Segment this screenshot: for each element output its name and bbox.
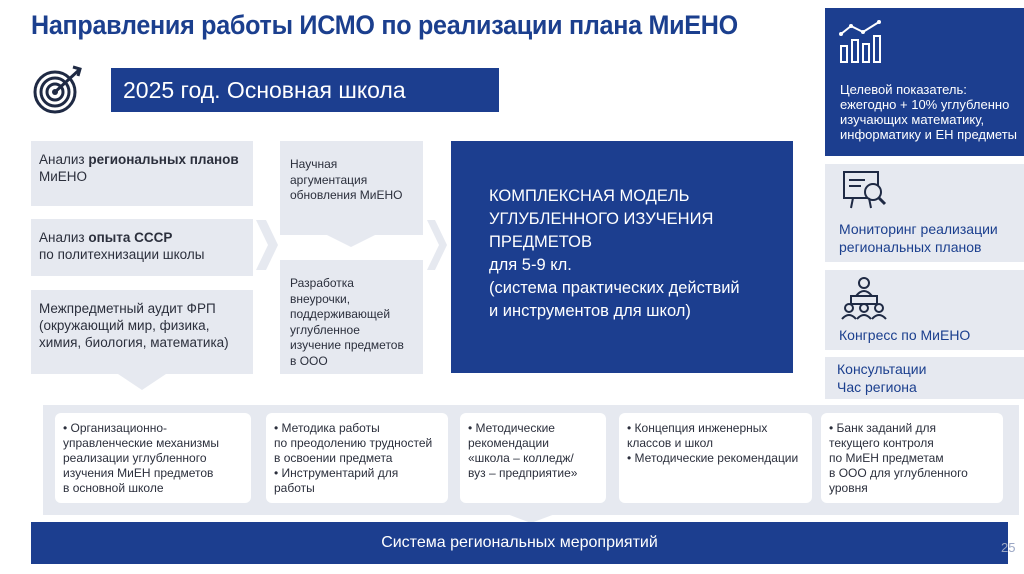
left-box-bold: региональных планов	[88, 152, 239, 167]
card-line: уровня	[829, 481, 868, 495]
target-indicator-panel	[825, 8, 1024, 156]
card-line: в ООО для углубленного	[829, 466, 968, 480]
chart-icon	[837, 18, 885, 71]
left-box-ussr-experience	[31, 219, 253, 276]
middle-box-text: Разработка внеурочки, поддерживающей углубленное изучение предметов в ООО	[290, 276, 404, 368]
center-line: КОМПЛЕКСНАЯ МОДЕЛЬ	[489, 187, 690, 205]
middle-box-extracurricular	[280, 260, 423, 374]
regional-events-bar: Система региональных мероприятий	[31, 522, 1008, 564]
left-box-text: Анализ	[39, 230, 89, 245]
card-line: управленческие механизмы	[63, 436, 220, 450]
card-line: • Методика работы	[274, 421, 380, 435]
consultations-text: Консультации	[837, 361, 927, 377]
left-box-text: Анализ	[39, 152, 89, 167]
center-line: и инструментов для школ)	[489, 302, 691, 320]
result-card	[619, 413, 812, 503]
card-line: по МиЕН предметам	[829, 451, 944, 465]
card-line: • Концепция инженерных	[627, 421, 768, 435]
card-line: • Банк заданий для	[829, 421, 937, 435]
result-card	[55, 413, 251, 503]
page-title: Направления работы ИСМО по реализации плана МиЕНО	[31, 10, 738, 40]
center-line: ПРЕДМЕТОВ	[489, 233, 592, 251]
chevron-right-icon	[256, 220, 278, 275]
card-line: в основной школе	[63, 481, 164, 495]
result-card	[460, 413, 606, 503]
card-line: изучения МиЕН предметов	[63, 466, 214, 480]
middle-box-scientific	[280, 141, 423, 235]
center-line: УГЛУБЛЕННОГО ИЗУЧЕНИЯ	[489, 210, 714, 228]
card-line: классов и школ	[627, 436, 714, 450]
card-line: • Организационно-	[63, 421, 168, 435]
card-line: • Методические рекомендации	[627, 451, 799, 465]
target-indicator-text: Целевой показатель: ежегодно + 10% углубленно изучающих математику, информатику и ЕН предметы	[840, 82, 1018, 142]
left-box-regional-plans	[31, 141, 253, 206]
result-card	[266, 413, 448, 503]
card-line: • Инструментарий для работы	[274, 466, 399, 495]
center-line: для 5-9 кл.	[489, 256, 572, 274]
monitoring-panel	[825, 164, 1024, 262]
complex-model-box	[451, 141, 793, 373]
card-line: «школа – колледж/	[468, 451, 574, 465]
congress-text: Конгресс по МиЕНО	[839, 327, 971, 343]
card-line: рекомендации	[468, 436, 549, 450]
card-line: реализации углубленного	[63, 451, 207, 465]
chevron-right-icon	[427, 220, 447, 275]
monitoring-icon	[841, 168, 887, 216]
center-line: (система практических действий	[489, 279, 740, 297]
down-arrow	[327, 235, 375, 247]
left-box-text: МиЕНО	[39, 169, 88, 184]
middle-box-text: Научная аргументация обновления МиЕНО	[290, 157, 403, 202]
target-icon	[33, 64, 89, 114]
region-hour-text: Час региона	[837, 379, 917, 395]
page-number: 25	[1001, 540, 1016, 555]
card-line: вуз – предприятие»	[468, 466, 578, 480]
result-card	[821, 413, 1003, 503]
left-box-bold: опыта СССР	[88, 230, 173, 245]
left-box-text: Межпредметный аудит ФРП (окружающий мир, физика, химия, биология, математика)	[39, 301, 229, 350]
card-line: • Методические	[468, 421, 555, 435]
left-box-text: по политехнизации школы	[39, 247, 205, 262]
down-arrow	[118, 374, 166, 390]
consultations-panel	[825, 357, 1024, 399]
congress-panel	[825, 270, 1024, 350]
card-line: по преодолению трудностей	[274, 436, 433, 450]
left-box-audit	[31, 290, 253, 374]
monitoring-text: Мониторинг реализации региональных планов	[839, 221, 998, 255]
card-line: в освоении предмета	[274, 451, 393, 465]
year-banner: 2025 год. Основная школа	[111, 68, 499, 112]
card-line: текущего контроля	[829, 436, 934, 450]
congress-icon	[839, 276, 889, 324]
